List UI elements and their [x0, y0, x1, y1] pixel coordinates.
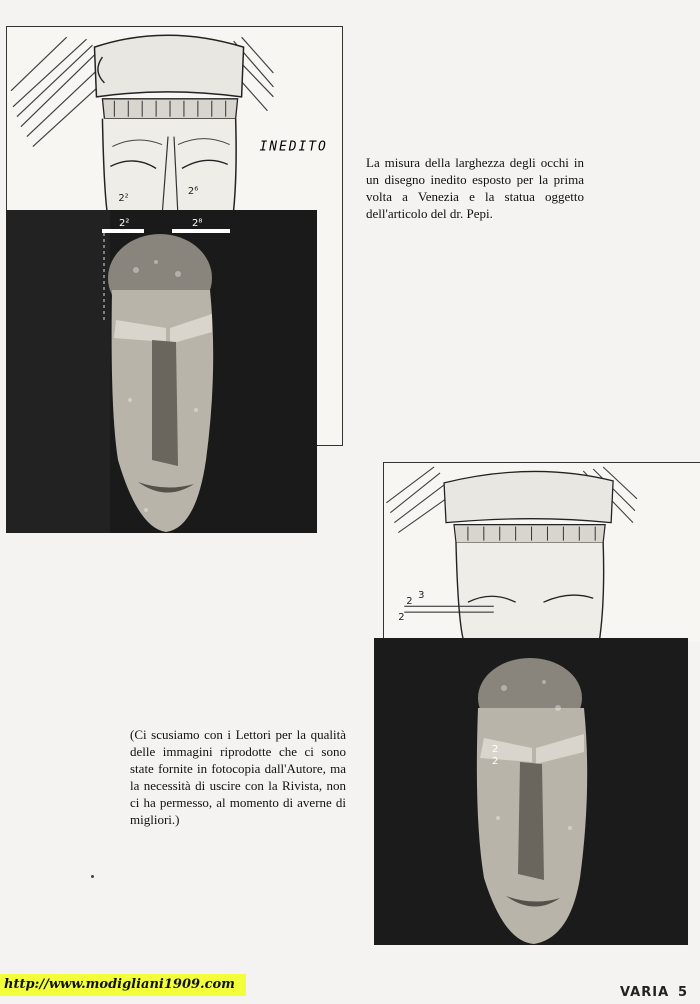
caption-top: La misura della larghezza degli occhi in un disegno inedito esposto per la prima volta a Venezia e la statua oggetto dell'articolo del dr. Pepi. — [366, 155, 584, 221]
sketch2-mark-2a: 2 — [406, 596, 413, 608]
photo-mark-left: 2² — [119, 218, 130, 229]
sketch-mark-left: 2² — [118, 193, 129, 205]
sketch-mark-right: 2⁶ — [187, 186, 199, 198]
statue-image-bottom — [374, 638, 688, 945]
photo2-mark-b: 2 — [492, 756, 499, 767]
sketch-figure-bottom — [383, 462, 700, 642]
caption-bottom: (Ci scusiamo con i Lettori per la qualità delle immagini riprodotte che ci sono state fornite in fotocopia dall'Autore, ma la necessità di uscire con la Rivista, non ci ha permesso, al momento di averne di migliori.) — [130, 727, 346, 827]
statue-photo-bottom — [374, 638, 688, 945]
website-link[interactable]: http://www.modigliani1909.com — [0, 974, 246, 996]
sketch2-mark-2b: 2 — [398, 612, 405, 624]
sketch-drawing-bottom — [384, 463, 700, 642]
statue-image — [6, 210, 317, 533]
page-number: 5 — [678, 985, 688, 1000]
sketch2-mark-3: 3 — [418, 590, 425, 602]
photo2-mark-a: 2 — [492, 744, 499, 755]
photo-mark-right: 2⁸ — [192, 218, 203, 229]
stray-dot — [91, 875, 94, 878]
statue-photo-top — [6, 210, 317, 533]
section-label: VARIA — [620, 985, 670, 1000]
handwritten-label-inedito: INEDITO — [259, 139, 328, 155]
